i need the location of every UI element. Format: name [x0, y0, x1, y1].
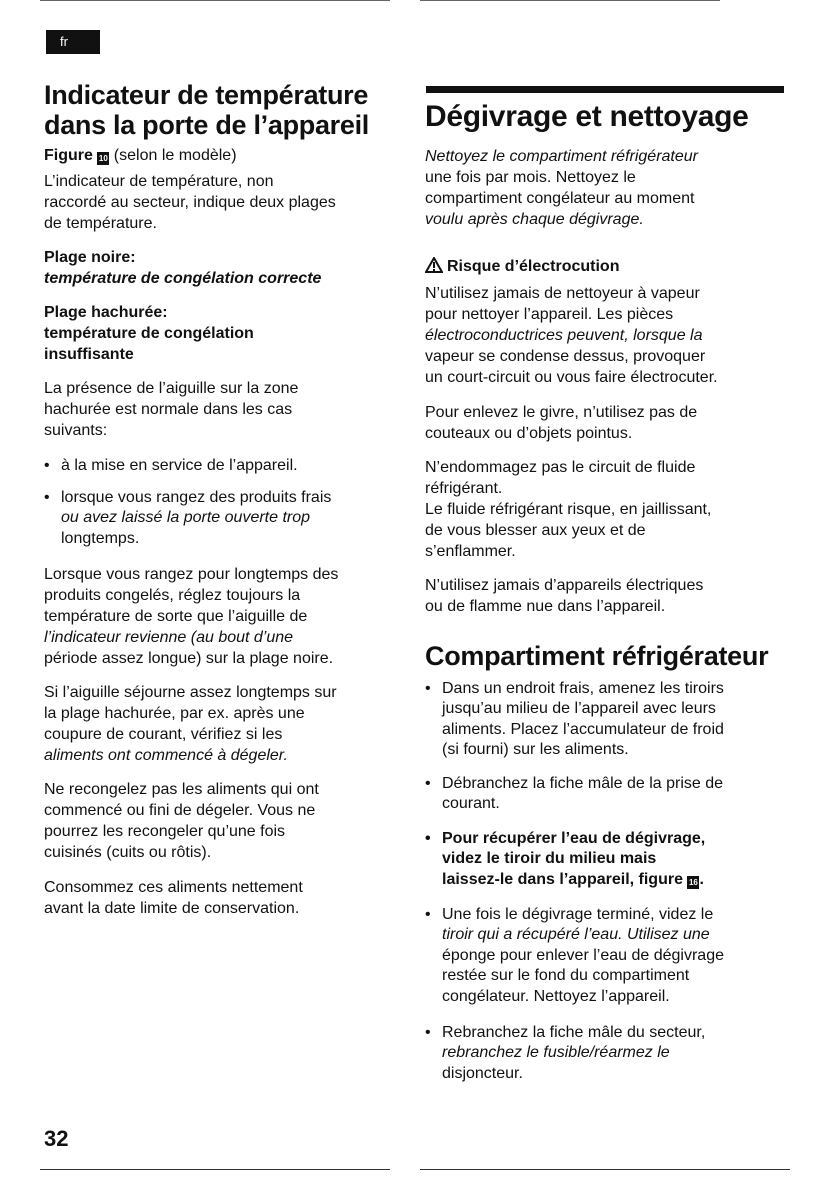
- circuit-line: N’endommagez pas le circuit de fluide: [425, 459, 696, 476]
- fridge-section-title: Compartiment réfrigérateur: [425, 641, 769, 671]
- circuit-line: Le fluide réfrigérant risque, en jaillissant,: [425, 501, 712, 518]
- bullet-dot: •: [44, 489, 50, 506]
- list-item-text: à la mise en service de l’appareil.: [61, 457, 298, 474]
- risk-line: N’utilisez jamais de nettoyeur à vapeur: [425, 285, 700, 302]
- bottom-rule: [40, 1169, 390, 1170]
- list-item-text: aliments. Placez l’accumulateur de froid: [442, 720, 724, 738]
- hatched-stay-line: aliments ont commencé à dégeler.: [44, 747, 288, 764]
- refreeze-line: Ne recongelez pas les aliments qui ont: [44, 781, 319, 798]
- list-item-text: congélateur. Nettoyez l’appareil.: [442, 987, 670, 1005]
- consume-line: Consommez ces aliments nettement: [44, 879, 303, 896]
- presence-line: La présence de l’aiguille sur la zone: [44, 380, 299, 397]
- list-item: [425, 829, 787, 890]
- list-item-text: jusqu’au milieu de l’appareil avec leurs: [442, 700, 716, 718]
- section-top-rule: [426, 86, 784, 93]
- no-electric-line: N’utilisez jamais d’appareils électriques: [425, 577, 704, 594]
- refreeze-line: pourrez les recongeler qu’une fois: [44, 823, 286, 840]
- circuit-line: réfrigérant.: [425, 480, 503, 497]
- bullet-dot: •: [425, 830, 431, 847]
- storage-line: l’indicateur revienne (au bout d’une: [44, 629, 294, 646]
- circuit-line: s’enflammer.: [425, 543, 516, 560]
- risk-heading: [425, 257, 787, 277]
- list-item-text: longtemps.: [61, 529, 140, 547]
- list-item-text: Une fois le dégivrage terminé, videz le: [442, 906, 714, 923]
- language-badge: fr: [46, 30, 100, 54]
- no-electric-line: ou de flamme nue dans l’appareil.: [425, 598, 666, 615]
- bottom-rule: [420, 1169, 790, 1170]
- list-item-text: (si fourni) sur les aliments.: [442, 741, 629, 759]
- list-item-text: rebranchez le fusible/réarmez le: [442, 1044, 670, 1062]
- list-item-text: lorsque vous rangez des produits frais: [61, 489, 332, 506]
- hatched-stay-line: la plage hachurée, par ex. après une: [44, 705, 305, 722]
- storage-line: température de sorte que l’aiguille de: [44, 608, 308, 625]
- circuit-line: de vous blesser aux yeux et de: [425, 522, 646, 539]
- hatched-stay-line: coupure de courant, vérifiez si les: [44, 726, 283, 743]
- bullet-dot: •: [425, 1024, 431, 1041]
- figure-reference: [44, 146, 396, 166]
- presence-line: suivants:: [44, 422, 108, 439]
- list-item-text: disjoncteur.: [442, 1064, 523, 1082]
- figure-note: (selon le modèle): [109, 147, 237, 164]
- list-item-text: restée sur le fond du compartiment: [442, 967, 690, 985]
- top-edge-line: [40, 0, 390, 1]
- list-item: [425, 679, 787, 761]
- list-item-text: Dans un endroit frais, amenez les tiroirs: [442, 680, 724, 697]
- risk-line: un court-circuit ou vous faire électrocuter.: [425, 369, 718, 386]
- list-item: [44, 488, 396, 549]
- refreeze-line: cuisinés (cuits ou rôtis).: [44, 844, 212, 861]
- presence-line: hachurée est normale dans les cas: [44, 401, 293, 418]
- risk-line: électroconductrices peuvent, lorsque la: [425, 327, 703, 344]
- list-item: [44, 456, 396, 476]
- section-title-line1: Indicateur de température: [44, 80, 369, 110]
- storage-line: produits congelés, réglez toujours la: [44, 587, 301, 604]
- list-item-text: éponge pour enlever l’eau de dégivrage: [442, 946, 724, 964]
- section-title-line2: dans la porte de l’appareil: [44, 110, 369, 140]
- bullet-dot: •: [44, 457, 50, 474]
- warning-triangle-icon: [425, 257, 443, 273]
- section-title: Dégivrage et nettoyage: [425, 100, 749, 133]
- list-item-text: tiroir qui a récupéré l’eau. Utilisez une: [442, 926, 710, 944]
- period: .: [699, 870, 704, 888]
- top-edge-line: [420, 0, 720, 1]
- clean-intro-line: voulu après chaque dégivrage.: [425, 211, 644, 228]
- list-item-text: courant.: [442, 795, 500, 813]
- risk-line: vapeur se condense dessus, provoquer: [425, 348, 706, 365]
- hatched-range-desc: insuffisante: [44, 346, 134, 363]
- list-item-text: Pour récupérer l’eau de dégivrage,: [442, 830, 706, 847]
- hatched-stay-line: Si l’aiguille séjourne assez longtemps sur: [44, 684, 337, 701]
- risk-heading-text: Risque d’électrocution: [447, 258, 620, 275]
- figure-label: Figure: [44, 147, 93, 164]
- bullet-dot: •: [425, 775, 431, 792]
- clean-intro-line: une fois par mois. Nettoyez le: [425, 169, 636, 186]
- frost-line: couteaux ou d’objets pointus.: [425, 425, 633, 442]
- list-item-text: ou avez laissé la porte ouverte trop: [61, 509, 311, 527]
- list-item: [425, 774, 787, 815]
- storage-line: Lorsque vous rangez pour longtemps des: [44, 566, 339, 583]
- storage-line: période assez longue) sur la plage noire.: [44, 650, 334, 667]
- bullet-dot: •: [425, 906, 431, 923]
- list-item: [425, 1023, 787, 1084]
- hatched-range-heading: Plage hachurée:: [44, 304, 168, 321]
- clean-intro-line: compartiment congélateur au moment: [425, 190, 695, 207]
- list-item-text: Rebranchez la fiche mâle du secteur,: [442, 1024, 706, 1041]
- figure-number-badge: 16: [688, 877, 698, 887]
- list-item-text: [442, 870, 787, 890]
- list-item-text: videz le tiroir du milieu mais: [442, 850, 657, 868]
- refreeze-line: commencé ou fini de dégeler. Vous ne: [44, 802, 316, 819]
- intro-line: de température.: [44, 215, 157, 232]
- page-number: 32: [44, 1126, 69, 1151]
- clean-intro-line: Nettoyez le compartiment réfrigérateur: [425, 148, 698, 165]
- list-item: [425, 905, 787, 1007]
- black-range-desc: température de congélation correcte: [44, 270, 322, 287]
- figure-number-badge: 10: [98, 154, 108, 163]
- hatched-range-desc: température de congélation: [44, 325, 254, 342]
- bullet-dot: •: [425, 680, 431, 697]
- list-item-text: Débranchez la fiche mâle de la prise de: [442, 775, 724, 792]
- intro-line: L’indicateur de température, non: [44, 173, 274, 190]
- intro-line: raccordé au secteur, indique deux plages: [44, 194, 336, 211]
- figure-text: laissez-le dans l’appareil, figure: [442, 870, 683, 888]
- frost-line: Pour enlevez le givre, n’utilisez pas de: [425, 404, 698, 421]
- black-range-heading: Plage noire:: [44, 249, 136, 266]
- risk-line: pour nettoyer l’appareil. Les pièces: [425, 306, 674, 323]
- consume-line: avant la date limite de conservation.: [44, 900, 300, 917]
